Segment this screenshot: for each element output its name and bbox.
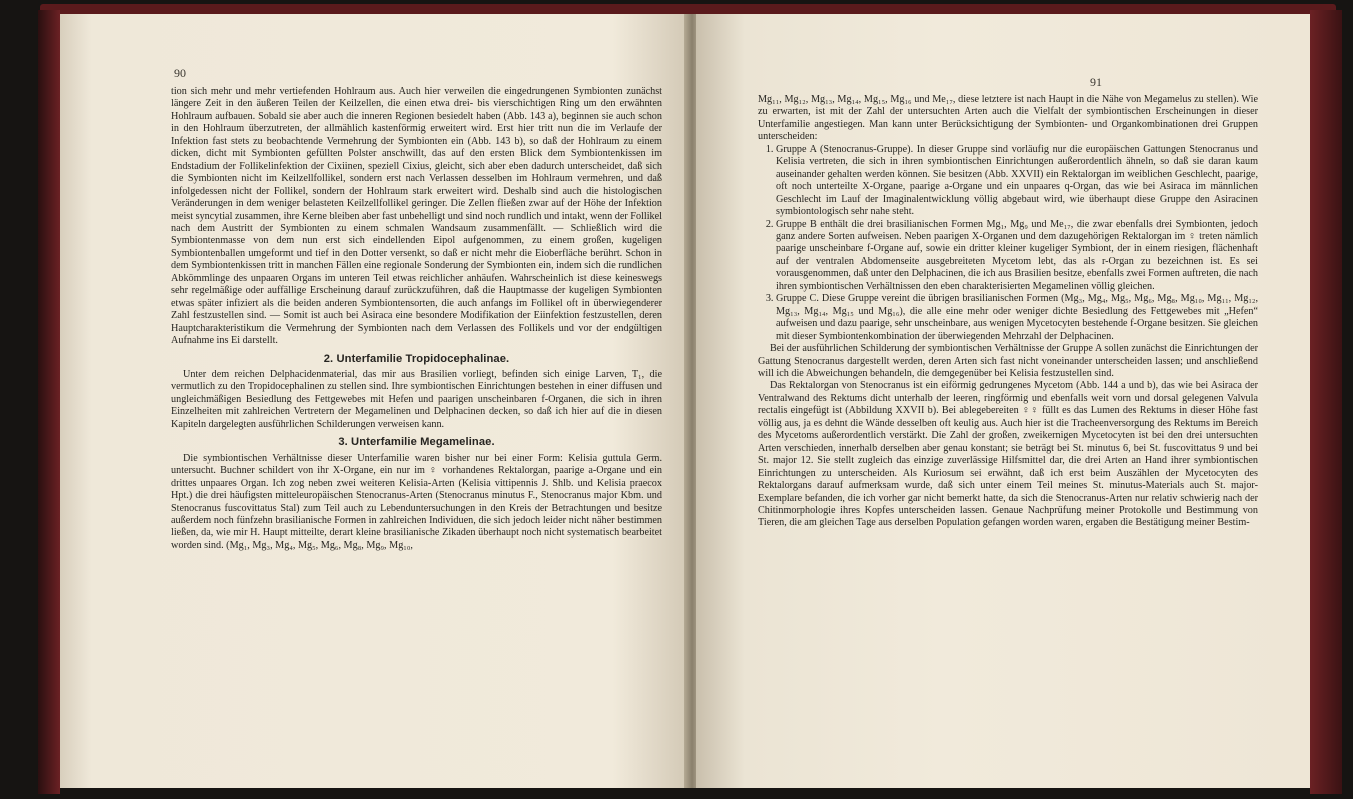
- right-page: [696, 14, 1310, 788]
- paragraph: Das Rektalorgan von Stenocranus ist ein eiförmig gedrungenes Mycetom (Abb. 144 a und b), das wie bei Asiraca der Ventralwand des Rektums dicht unterhalb der leeren, ringförmig und ebenfalls weit vorn und dorsal gelegenen Valvula rectalis eingefügt ist (Abbildung XXVII b). Bei ablegebereiten ♀♀ füllt es das Lumen des Rektums in dieser Höhe fast völlig aus, ja es dehnt die Wände desselben oft keulig aus. Auch hier ist die Tracheenversorgung des Rektums im Bereich des Mycetoms außerordentlich verstärkt. Die Zahl der großen, zweikernigen Mycetocyten ist bei den drei untersuchten Arten verschieden, innerhalb derselben aber genau konstant; sie beträgt bei St. minutus 6, bei St. fuscovittatus 9 und bei St. major 12. Sie stellt zugleich das einzige zuverlässige Hilfsmittel dar, die drei Arten an Hand ihrer symbiontischen Einrichtungen zu unterscheiden. Als Kuriosum sei erwähnt, daß ich erst beim Auszählen der Mycetocyten des Rektalorgans darauf aufmerksam wurde, daß sich unter einem Teil meines St. minutus-Materials auch St. major-Exemplare befanden, die ich vorher gar nicht bemerkt hatte, da sich die Stenocranus-Arten nur relativ schwierig nach der Chitinmorphologie ihres Kopfes unterscheiden lassen. Genaue Nachprüfung meiner Protokolle und Bestimmung von Tieren, die am gleichen Tage aus derselben Population gefangen worden waren, ergaben die Bestätigung meiner Bestim-: [758, 380, 1258, 529]
- text-column: [171, 86, 662, 552]
- paragraph: Mg₁₁, Mg₁₂, Mg₁₃, Mg₁₄, Mg₁₅, Mg₁₆ und Me₁₇, diese letztere ist nach Haupt in die Nähe von Megamelus zu stellen). Wie zu erwarten, ist mit der Zahl der untersuchten Arten auch die Vielfalt der symbiontischen Erscheinungen in dieser Unterfamilie angestiegen. Man kann unter Berücksichtigung der Symbionten- und Organkombinationen drei Gruppen unterscheiden:: [758, 94, 1258, 143]
- list-item: 2. Gruppe B enthält die drei brasilianischen Formen Mg₁, Mg₉ und Me₁₇, die zwar ebenfalls drei Symbionten, jedoch ganz andere Sorten aufweisen. Neben paarigen X-Organen und dem dazugehörigen Rektalorgan im ♀ treten nämlich paarige unscheinbare f-Organe auf, sowie ein dritter kleiner kugeliger Symbiont, der in einem riesigen, flächenhaft auf der ventralen Abdomenseite ausgebreiteten Mycetom lebt, das als r-Organ zu bezeichnen ist. Es sei vorausgenommen, daß unter den Delphacinen, die ich aus Brasilien besitze, ebenfalls zwei Formen auftreten, die nach ihren symbiontischen Verhältnissen den eben charakterisierten Megamelinen völlig gleichen.: [776, 219, 1258, 294]
- text-column: [758, 94, 1258, 530]
- page-number: 90: [174, 66, 186, 80]
- group-list: [758, 144, 1258, 343]
- paragraph: Bei der ausführlichen Schilderung der symbiontischen Verhältnisse der Gruppe A sollen zunächst die Einrichtungen der Gattung Stenocranus dargestellt werden, deren Arten sich fast nicht voneinander unterscheiden lassen; und anschließend will ich die Abweichungen behandeln, die demgegenüber bei Kelisia festzustellen sind.: [758, 343, 1258, 379]
- book-cover-left-edge: [38, 10, 60, 794]
- page-number: 91: [1090, 75, 1102, 89]
- paragraph: Unter dem reichen Delphacidenmaterial, das mir aus Brasilien vorliegt, befinden sich einige Larven, T₁, die vermutlich zu den Tropidocephalinen zu stellen sind. Ihre symbiontischen Einrichtungen bestehen in einer diffusen und ungleichmäßigen Besiedlung des Fettgewebes mit Hefen und paarigen unscheinbaren f-Organen, die sich in ihren Einzelheiten mit zahlreichen Vertretern der Megamelinen und Delphacinen decken, so daß ich hier auf die in diesen Kapiteln dargelegten ausführlichen Schilderungen verweisen kann.: [171, 368, 662, 430]
- paragraph: Die symbiontischen Verhältnisse dieser Unterfamilie waren bisher nur bei einer Form: Kelisia guttula Germ. untersucht. Buchner schildert von ihr X-Organe, ein nur im ♀ vorhandenes Rektalorgan, paarige a-Organe und ein drittes unpaares Organ. Ich zog neben zwei weiteren Kelisia-Arten (Kelisia vittipennis J. Shlb. und Kelisia praecox Hpt.) die drei häufigsten mitteleuropäischen Stenocranus-Arten (Stenocranus minutus F., Stenocranus major Kbm. und Stenocranus fuscovittatus Stal) zum Teil auch zu Lebenduntersuchungen in den Kreis der Betrachtungen und besitze außerdem noch fünfzehn brasilianische Formen in zahlreichen Individuen, die sich jedoch leider nicht näher bestimmen ließen, da, wie mir H. Haupt mitteilte, derart kleine brasilianische Zikaden überhaupt noch nicht systematisch bearbeitet worden sind. (Mg₁, Mg₃, Mg₄, Mg₅, Mg₆, Mg₈, Mg₉, Mg₁₀,: [171, 452, 662, 551]
- left-page: [60, 14, 688, 788]
- book-cover-right-edge: [1310, 10, 1342, 794]
- section-heading: 2. Unterfamilie Tropidocephalinae.: [323, 352, 510, 365]
- list-item: 3. Gruppe C. Diese Gruppe vereint die übrigen brasilianischen Formen (Mg₃, Mg₄, Mg₅, Mg₆, Mg₈, Mg₁₀, Mg₁₁, Mg₁₂, Mg₁₃, Mg₁₄, Mg₁₅ und Mg₁₆), die alle eine mehr oder weniger dichte Besiedlung des Fettgewebes mit „Hefen“ aufweisen und dazu paarige, sehr unscheinbare, aus wenigen Mycetocyten bestehende f-Organe besitzen. Sie gleichen mit dieser Symbiontenkombination der überwiegenden Mehrzahl der Delphacinen.: [776, 293, 1258, 343]
- list-item: 1. Gruppe A (Stenocranus-Gruppe). In dieser Gruppe sind vorläufig nur die europäischen Gattungen Stenocranus und Kelisia vertreten, die sich in ihren symbiontischen Einrichtungen außerordentlich ähneln, so daß sie daran kaum auseinander gehalten werden können. Sie besitzen (Abb. XXVII) ein Rektalorgan im weiblichen Geschlecht, paarige, oft noch unterteilte X-Organe, paarige a-Organe und ein unpaares q-Organ, das wie bei Asiraca im männlichen Geschlecht im Lauf der Imaginalentwicklung völlig abgebaut wird, wie überhaupt diese Gruppe den Asiracinen symbiontologisch sehr nahe steht.: [776, 144, 1258, 219]
- paragraph: tion sich mehr und mehr vertiefenden Hohlraum aus. Auch hier verweilen die eingedrungenen Symbionten zunächst längere Zeit in den äußeren Teilen der Keilzellen, die einen etwa drei- bis vierschichtigen Ring um den erwähnten Hohlraum aufbauen. Sobald sie aber auch die inneren Regionen besiedelt haben (Abb. 143 a), beginnen sie auch schon in den Hohlraum überzutreten, der allmählich kastenförmig erweitert wird. Erst hier tritt nun die im Verlaufe der Infektion fast stets zu beobachtende Vermehrung der Symbionten ein (Abb. 143 b), so daß der Hohlraum zu einem dicken, dicht mit Symbionten gefüllten Polster anschwillt, das auf den ersten Blick dem Symbiontenkissen im Endstadium der Follikelinfektion der Cixiinen, speziell Cixius, gleicht, sich aber eben dadurch unterscheidet, daß sich die Symbionten nicht im Keilzellfollikel, sondern erst nach Verlassen desselben im Hohlraum vermehren, und daß infolgedessen nicht der Follikel, sondern der Hohlraum stark erweitert wird. Deshalb sind auch die histologischen Veränderungen in dem weniger belasteten Keilzellfollikel geringer. Die Zellen fließen zwar auf der Höhe der Infektion meist syncytial zusammen, ihre Kerne bleiben aber fast unbehelligt und sind noch rundlich und intakt, wenn der Follikel nach dem Austritt der Symbionten zu einem schmalen Wandsaum zusammenfällt. — Schließlich wird die Symbiontenmasse von dem nun erst sich eindellenden Eipol aufgenommen, zu einem großen, kugeligen Symbiontenballen umgeformt und tief in den Dotter versenkt, so daß er nicht mehr die Eioberfläche berührt. Schon in dem Symbiontenkissen tritt in manchen Fällen eine regionale Sonderung der Symbionten ein, indem sich die rundlichen Abkömmlinge des unpaaren Organs im unteren Teil etwas reichlicher anhäufen. Wahrscheinlich ist diese keineswegs sehr regelmäßige oder auffällige Erscheinung darauf zurückzuführen, daß die Hauptmasse der kugeligen Symbionten etwas später infiziert als die beiden anderen Symbiontensorten, die auch anfangs im Follikel oft in überwiegenderer Zahl festzustellen sind. — Somit ist auch bei Asiraca eine besondere Modifikation der Eiinfektion festzustellen, deren Hauptcharakteristikum die Vermehrung der Symbionten nach dem Verlassen des Follikels und vor der endgültigen Aufnahme ins Ei darstellt.: [171, 86, 662, 347]
- section-heading: 3. Unterfamilie Megamelinae.: [338, 436, 495, 449]
